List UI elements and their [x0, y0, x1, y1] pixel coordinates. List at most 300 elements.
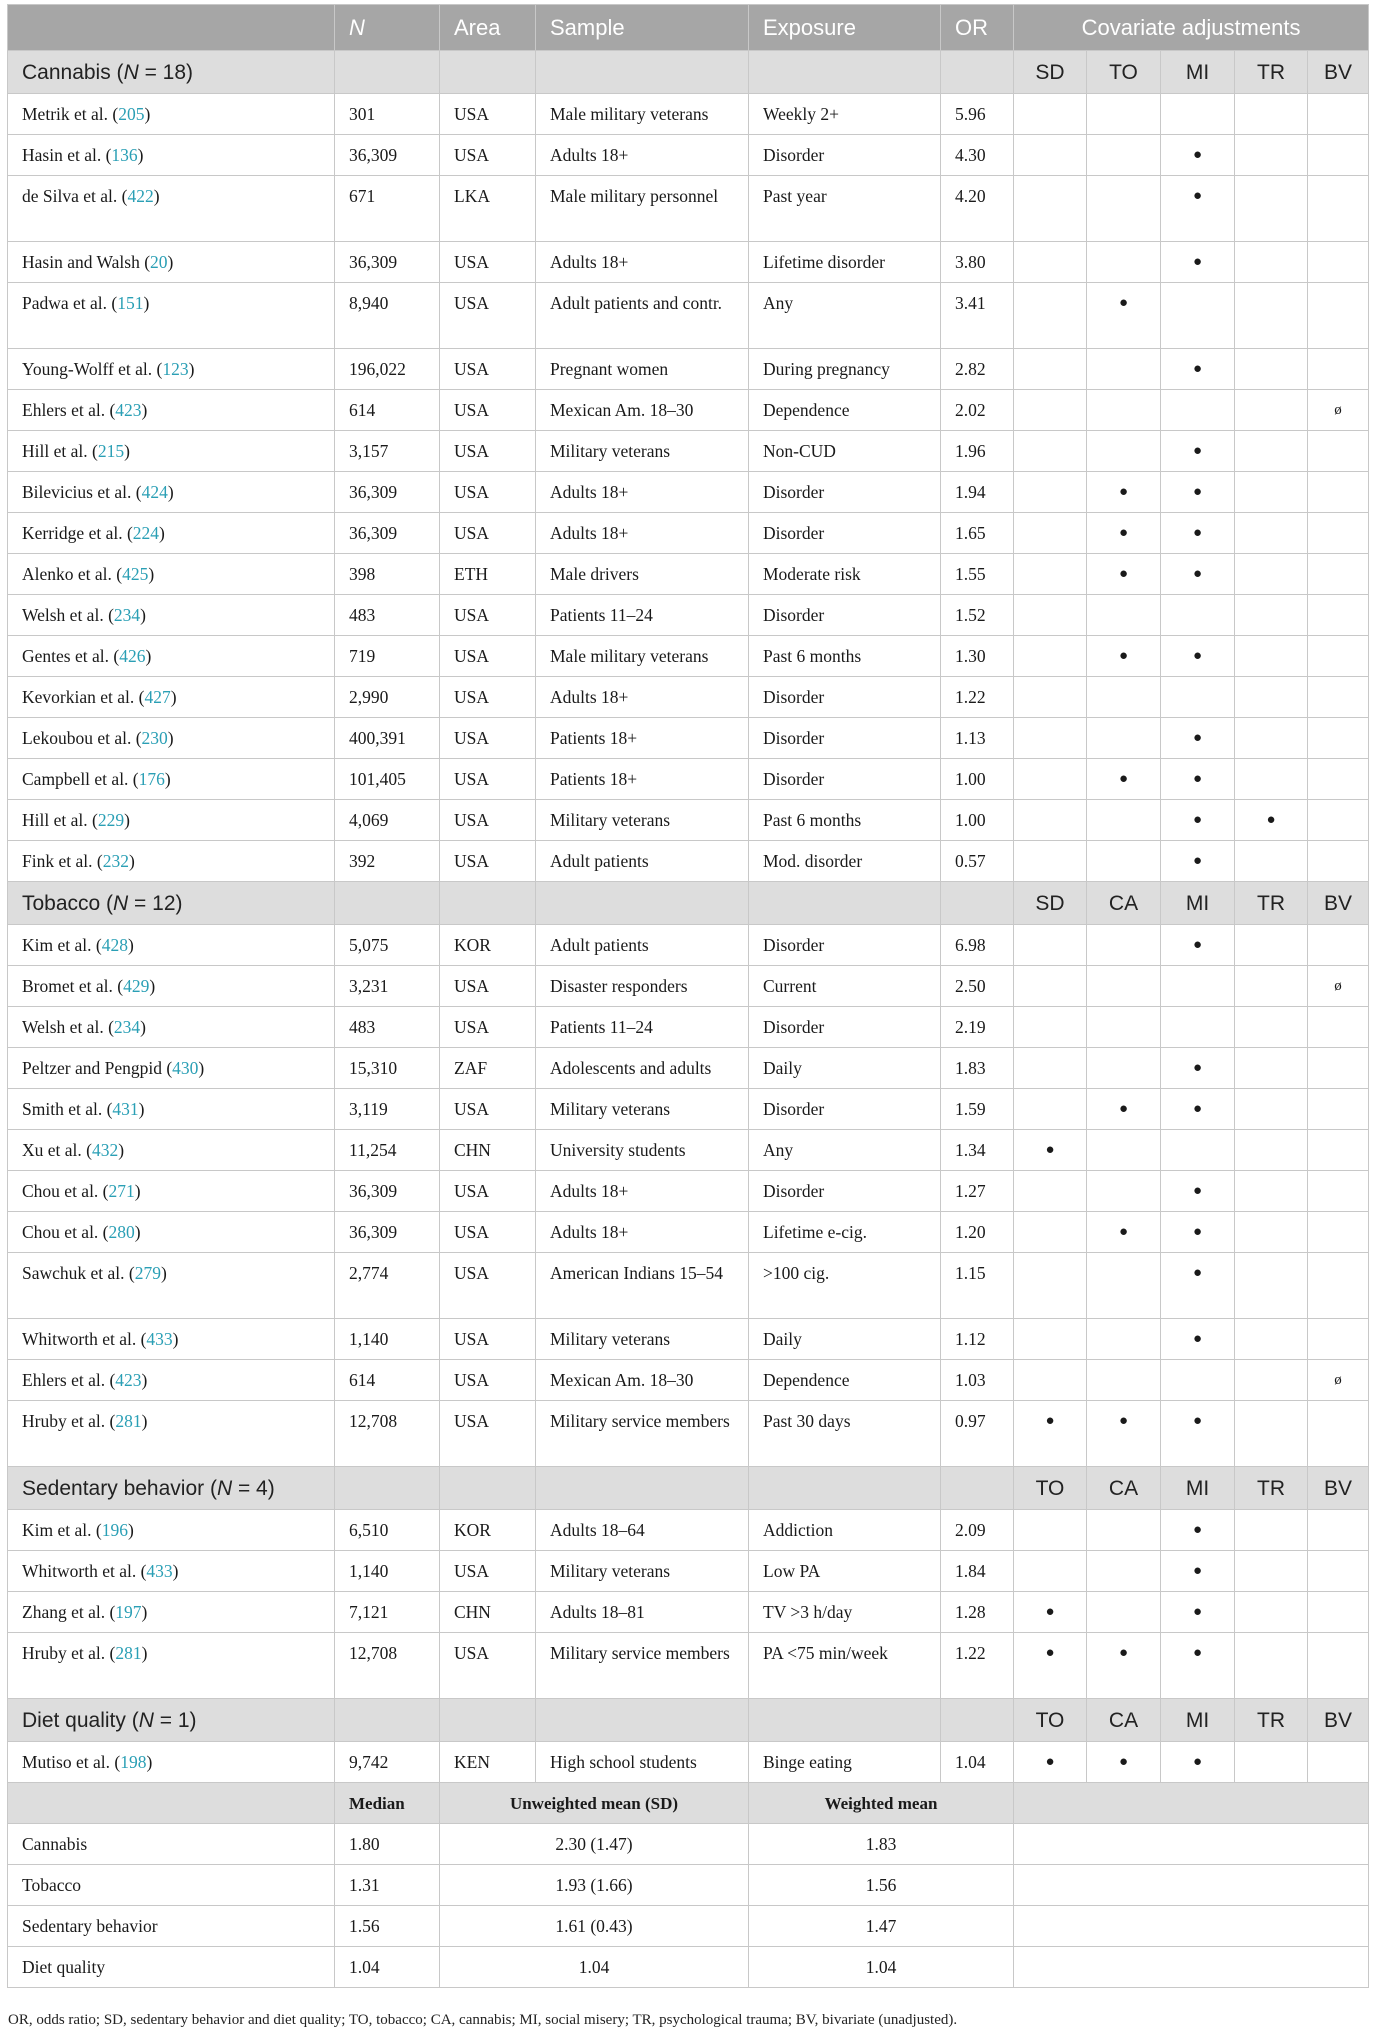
adjustment-marker	[1014, 1171, 1087, 1212]
study-author: Hill et al. (	[22, 441, 98, 461]
study-exposure: Disorder	[749, 595, 941, 636]
study-exposure: Mod. disorder	[749, 841, 941, 882]
adjustment-marker	[1308, 1089, 1369, 1130]
adjustment-marker	[1235, 636, 1308, 677]
adjustment-marker	[1087, 1171, 1161, 1212]
adjustment-marker	[1087, 135, 1161, 176]
study-n: 36,309	[335, 135, 440, 176]
section-header-row	[8, 1467, 1369, 1510]
study-or: 1.94	[941, 472, 1014, 513]
study-area: USA	[440, 800, 536, 841]
study-ref-link[interactable]: 425	[122, 564, 149, 584]
study-citation	[8, 472, 335, 513]
study-row	[8, 1510, 1369, 1551]
study-citation	[8, 283, 335, 349]
study-or: 1.15	[941, 1253, 1014, 1319]
adjustment-marker	[1308, 135, 1369, 176]
study-row	[8, 1592, 1369, 1633]
study-row	[8, 1551, 1369, 1592]
study-ref-link[interactable]: 232	[102, 851, 129, 871]
study-or: 1.03	[941, 1360, 1014, 1401]
study-citation	[8, 1360, 335, 1401]
study-exposure: Addiction	[749, 1510, 941, 1551]
study-ref-link[interactable]: 229	[97, 810, 125, 830]
study-or: 3.41	[941, 283, 1014, 349]
study-or: 2.19	[941, 1007, 1014, 1048]
study-author: Hruby et al. (	[22, 1411, 116, 1431]
study-area: USA	[440, 759, 536, 800]
study-author: Kim et al. (	[22, 935, 102, 955]
adjustment-marker	[1308, 94, 1369, 135]
study-n: 614	[335, 1360, 440, 1401]
study-ref-link[interactable]: 422	[127, 186, 154, 206]
summary-row	[8, 1865, 1369, 1906]
study-ref-link[interactable]: 423	[115, 400, 142, 420]
adjustment-marker	[1308, 1510, 1369, 1551]
citation-close-paren: )	[124, 441, 130, 461]
summary-weighted: 1.04	[749, 1947, 1014, 1988]
study-citation	[8, 1592, 335, 1633]
study-exposure: Disorder	[749, 759, 941, 800]
adjustment-marker	[1087, 390, 1161, 431]
study-n: 1,140	[335, 1551, 440, 1592]
adjustment-marker	[1235, 1007, 1308, 1048]
study-ref-link[interactable]: 279	[134, 1263, 161, 1283]
section-empty-cell	[335, 882, 440, 925]
adjustment-marker	[1308, 1007, 1369, 1048]
study-n: 12,708	[335, 1633, 440, 1699]
adjustment-marker	[1014, 677, 1087, 718]
study-citation	[8, 431, 335, 472]
adjustment-marker	[1087, 1360, 1161, 1401]
study-author: Hill et al. (	[22, 810, 98, 830]
study-citation	[8, 1253, 335, 1319]
study-ref-link[interactable]: 20	[150, 252, 168, 272]
adjustment-marker	[1308, 759, 1369, 800]
study-row	[8, 1401, 1369, 1467]
section-empty-cell	[536, 1467, 749, 1510]
study-ref-link[interactable]: 224	[132, 523, 160, 543]
study-or: 1.52	[941, 595, 1014, 636]
study-n: 483	[335, 1007, 440, 1048]
adjustment-marker	[1235, 1253, 1308, 1319]
study-ref-link[interactable]: 433	[146, 1329, 173, 1349]
study-author: Hruby et al. (	[22, 1643, 116, 1663]
study-exposure: Dependence	[749, 390, 941, 431]
study-or: 1.13	[941, 718, 1014, 759]
covariate-column-label: TO	[1014, 1699, 1087, 1742]
study-ref-link[interactable]: 430	[172, 1058, 199, 1078]
adjustment-marker	[1235, 349, 1308, 390]
adjustment-marker	[1087, 595, 1161, 636]
adjustment-marker	[1014, 94, 1087, 135]
study-n: 11,254	[335, 1130, 440, 1171]
adjustment-marker	[1087, 1253, 1161, 1319]
study-area: USA	[440, 1212, 536, 1253]
summary-weighted: 1.56	[749, 1865, 1014, 1906]
adjustment-marker: ●	[1161, 1592, 1235, 1633]
adjustment-marker	[1235, 242, 1308, 283]
citation-close-paren: )	[134, 1222, 141, 1242]
citation-close-paren: )	[153, 186, 160, 206]
section-empty-cell	[941, 1467, 1014, 1510]
adjustment-marker	[1087, 94, 1161, 135]
study-citation	[8, 554, 335, 595]
adjustment-marker	[1235, 677, 1308, 718]
adjustment-marker: ø	[1308, 1360, 1369, 1401]
study-or: 1.28	[941, 1592, 1014, 1633]
adjustment-marker	[1308, 1319, 1369, 1360]
study-ref-link[interactable]: 427	[144, 687, 171, 707]
citation-close-paren: )	[141, 1370, 148, 1390]
study-author: Campbell et al. (	[22, 769, 139, 789]
covariate-column-label: BV	[1308, 882, 1369, 925]
adjustment-marker	[1235, 176, 1308, 242]
table-header-row	[8, 5, 1369, 51]
study-row	[8, 472, 1369, 513]
study-ref-link[interactable]: 151	[117, 293, 144, 313]
summary-header-weighted: Weighted mean	[749, 1783, 1014, 1824]
study-author: Welsh et al. (	[22, 1017, 114, 1037]
study-area: USA	[440, 1007, 536, 1048]
study-ref-link[interactable]: 205	[118, 104, 145, 124]
study-sample: Male drivers	[536, 554, 749, 595]
study-n: 2,990	[335, 677, 440, 718]
study-row	[8, 1253, 1369, 1319]
adjustment-marker: ●	[1014, 1592, 1087, 1633]
citation-close-paren: )	[143, 293, 150, 313]
study-ref-link[interactable]: 176	[138, 769, 165, 789]
citation-close-paren: )	[124, 810, 130, 830]
adjustment-marker	[1161, 390, 1235, 431]
adjustment-marker: ●	[1235, 800, 1308, 841]
study-ref-link[interactable]: 432	[91, 1140, 119, 1160]
study-or: 1.59	[941, 1089, 1014, 1130]
study-sample: Male military veterans	[536, 636, 749, 677]
adjustment-marker	[1235, 472, 1308, 513]
study-ref-link[interactable]: 198	[120, 1752, 147, 1772]
study-exposure: Disorder	[749, 1171, 941, 1212]
summary-weighted: 1.83	[749, 1824, 1014, 1865]
adjustment-marker	[1308, 636, 1369, 677]
study-ref-link[interactable]: 423	[115, 1370, 142, 1390]
study-exposure: Past year	[749, 176, 941, 242]
citation-close-paren: )	[170, 687, 177, 707]
study-sample: Adult patients	[536, 925, 749, 966]
adjustment-marker: ●	[1161, 513, 1235, 554]
study-area: ETH	[440, 554, 536, 595]
study-or: 1.65	[941, 513, 1014, 554]
adjustment-marker: ●	[1087, 1742, 1161, 1783]
study-area: LKA	[440, 176, 536, 242]
study-sample: Military service members	[536, 1401, 749, 1467]
study-citation	[8, 1007, 335, 1048]
study-citation	[8, 1510, 335, 1551]
study-ref-link[interactable]: 281	[115, 1411, 142, 1431]
study-area: KOR	[440, 925, 536, 966]
study-row	[8, 1633, 1369, 1699]
section-title	[8, 1467, 335, 1510]
study-ref-link[interactable]: 230	[141, 728, 168, 748]
study-author: Sawchuk et al. (	[22, 1263, 135, 1283]
adjustment-marker: ●	[1161, 1401, 1235, 1467]
study-exposure: Binge eating	[749, 1742, 941, 1783]
citation-close-paren: )	[188, 359, 195, 379]
study-area: USA	[440, 966, 536, 1007]
study-sample: Military veterans	[536, 1551, 749, 1592]
adjustment-marker: ●	[1161, 759, 1235, 800]
study-sample: American Indians 15–54	[536, 1253, 749, 1319]
covariate-column-label: BV	[1308, 1467, 1369, 1510]
section-empty-cell	[440, 1467, 536, 1510]
adjustment-marker: ●	[1161, 1319, 1235, 1360]
adjustment-marker	[1014, 636, 1087, 677]
adjustment-marker	[1308, 554, 1369, 595]
adjustment-marker	[1014, 283, 1087, 349]
study-sample: Adults 18–81	[536, 1592, 749, 1633]
adjustment-marker	[1235, 1319, 1308, 1360]
section-empty-cell	[335, 1699, 440, 1742]
study-ref-link[interactable]: 123	[162, 359, 189, 379]
summary-label: Sedentary behavior	[8, 1906, 335, 1947]
covariate-column-label: BV	[1308, 51, 1369, 94]
adjustment-marker	[1087, 925, 1161, 966]
study-exposure: Disorder	[749, 135, 941, 176]
covariate-column-label: SD	[1014, 51, 1087, 94]
section-n-value: = 18)	[138, 60, 194, 84]
study-sample: Disaster responders	[536, 966, 749, 1007]
study-area: KOR	[440, 1510, 536, 1551]
study-n: 3,119	[335, 1089, 440, 1130]
study-author: Young-Wolff et al. (	[22, 359, 163, 379]
adjustment-marker	[1235, 1510, 1308, 1551]
study-or: 1.84	[941, 1551, 1014, 1592]
study-author: Mutiso et al. (	[22, 1752, 121, 1772]
adjustment-marker	[1014, 242, 1087, 283]
adjustment-marker	[1308, 283, 1369, 349]
adjustment-marker	[1308, 1171, 1369, 1212]
study-citation	[8, 513, 335, 554]
study-ref-link[interactable]: 197	[115, 1602, 142, 1622]
study-ref-link[interactable]: 234	[113, 1017, 141, 1037]
study-row	[8, 1742, 1369, 1783]
adjustment-marker	[1308, 1212, 1369, 1253]
adjustment-marker	[1161, 677, 1235, 718]
study-row	[8, 431, 1369, 472]
study-or: 2.82	[941, 349, 1014, 390]
study-exposure: Non-CUD	[749, 431, 941, 472]
covariate-column-label: MI	[1161, 882, 1235, 925]
study-n: 614	[335, 390, 440, 431]
study-sample: Military veterans	[536, 431, 749, 472]
study-ref-link[interactable]: 271	[108, 1181, 135, 1201]
study-n: 3,231	[335, 966, 440, 1007]
study-citation	[8, 135, 335, 176]
summary-label: Tobacco	[8, 1865, 335, 1906]
study-ref-link[interactable]: 428	[101, 935, 128, 955]
study-ref-link[interactable]: 280	[108, 1222, 135, 1242]
study-n: 483	[335, 595, 440, 636]
adjustment-marker	[1235, 554, 1308, 595]
study-area: KEN	[440, 1742, 536, 1783]
citation-close-paren: )	[167, 482, 174, 502]
study-ref-link[interactable]: 215	[97, 441, 125, 461]
summary-filler	[1014, 1947, 1369, 1988]
citation-close-paren: )	[146, 1752, 153, 1772]
adjustment-marker: ●	[1161, 431, 1235, 472]
study-area: USA	[440, 841, 536, 882]
study-exposure: Past 6 months	[749, 636, 941, 677]
adjustment-marker	[1087, 1007, 1161, 1048]
header-sample: Sample	[536, 5, 749, 51]
summary-weighted: 1.47	[749, 1906, 1014, 1947]
study-row	[8, 390, 1369, 431]
study-ref-link[interactable]: 429	[123, 976, 150, 996]
study-sample: Adult patients	[536, 841, 749, 882]
adjustment-marker	[1014, 966, 1087, 1007]
summary-row	[8, 1947, 1369, 1988]
citation-close-paren: )	[138, 1099, 145, 1119]
study-citation	[8, 176, 335, 242]
study-ref-link[interactable]: 136	[111, 145, 138, 165]
adjustment-marker	[1087, 1048, 1161, 1089]
study-or: 1.34	[941, 1130, 1014, 1171]
study-author: Kim et al. (	[22, 1520, 102, 1540]
study-exposure: PA <75 min/week	[749, 1633, 941, 1699]
adjustment-marker: ●	[1161, 925, 1235, 966]
section-title	[8, 1699, 335, 1742]
covariate-column-label: MI	[1161, 1699, 1235, 1742]
study-exposure: Any	[749, 1130, 941, 1171]
summary-header-filler	[1014, 1783, 1369, 1824]
adjustment-marker	[1308, 1633, 1369, 1699]
adjustment-marker: ●	[1161, 1551, 1235, 1592]
study-exposure: Lifetime e-cig.	[749, 1212, 941, 1253]
study-exposure: Disorder	[749, 1089, 941, 1130]
adjustment-marker	[1087, 176, 1161, 242]
study-citation	[8, 1048, 335, 1089]
adjustment-marker: ●	[1161, 800, 1235, 841]
study-or: 1.00	[941, 759, 1014, 800]
covariate-column-label: TR	[1235, 882, 1308, 925]
summary-median: 1.04	[335, 1947, 440, 1988]
study-n: 2,774	[335, 1253, 440, 1319]
study-exposure: Lifetime disorder	[749, 242, 941, 283]
study-or: 1.20	[941, 1212, 1014, 1253]
study-author: Zhang et al. (	[22, 1602, 116, 1622]
section-empty-cell	[440, 1699, 536, 1742]
study-ref-link[interactable]: 426	[119, 646, 146, 666]
study-row	[8, 595, 1369, 636]
study-citation	[8, 1171, 335, 1212]
study-author: Metrik et al. (	[22, 104, 119, 124]
study-author: Kerridge et al. (	[22, 523, 133, 543]
adjustment-marker: ●	[1161, 636, 1235, 677]
adjustment-marker	[1014, 759, 1087, 800]
citation-close-paren: )	[140, 605, 146, 625]
study-n: 196,022	[335, 349, 440, 390]
section-title	[8, 51, 335, 94]
study-ref-link[interactable]: 196	[101, 1520, 128, 1540]
study-sample: Adult patients and contr.	[536, 283, 749, 349]
adjustment-marker	[1235, 1171, 1308, 1212]
section-empty-cell	[749, 1467, 941, 1510]
study-or: 1.96	[941, 431, 1014, 472]
covariate-column-label: TR	[1235, 1467, 1308, 1510]
section-n-value: = 12)	[128, 891, 183, 915]
adjustment-marker: ●	[1161, 841, 1235, 882]
adjustment-marker: ●	[1014, 1633, 1087, 1699]
study-or: 2.02	[941, 390, 1014, 431]
covariate-column-label: TO	[1087, 51, 1161, 94]
study-row	[8, 966, 1369, 1007]
section-title-text: Cannabis (	[22, 60, 124, 84]
study-ref-link[interactable]: 234	[113, 605, 141, 625]
adjustment-marker	[1308, 841, 1369, 882]
study-n: 6,510	[335, 1510, 440, 1551]
citation-close-paren: )	[141, 1411, 148, 1431]
study-ref-link[interactable]: 433	[146, 1561, 173, 1581]
citation-close-paren: )	[140, 1017, 146, 1037]
study-row	[8, 636, 1369, 677]
adjustment-marker	[1161, 1130, 1235, 1171]
section-n-label: N	[138, 1708, 154, 1732]
section-empty-cell	[941, 51, 1014, 94]
study-n: 36,309	[335, 242, 440, 283]
study-author: Padwa et al. (	[22, 293, 118, 313]
study-or: 1.12	[941, 1319, 1014, 1360]
adjustment-marker: ●	[1014, 1130, 1087, 1171]
study-area: USA	[440, 636, 536, 677]
adjustment-marker	[1161, 1360, 1235, 1401]
adjustment-marker	[1087, 841, 1161, 882]
study-citation	[8, 94, 335, 135]
study-ref-link[interactable]: 424	[141, 482, 168, 502]
study-or: 0.97	[941, 1401, 1014, 1467]
study-n: 398	[335, 554, 440, 595]
adjustment-marker	[1087, 718, 1161, 759]
section-empty-cell	[941, 882, 1014, 925]
study-or: 1.55	[941, 554, 1014, 595]
adjustment-marker: ●	[1087, 283, 1161, 349]
study-sample: Male military veterans	[536, 94, 749, 135]
study-n: 101,405	[335, 759, 440, 800]
adjustment-marker	[1014, 1551, 1087, 1592]
study-n: 719	[335, 636, 440, 677]
study-area: USA	[440, 1319, 536, 1360]
study-exposure: Weekly 2+	[749, 94, 941, 135]
adjustment-marker	[1235, 1048, 1308, 1089]
study-ref-link[interactable]: 431	[112, 1099, 139, 1119]
section-empty-cell	[749, 51, 941, 94]
adjustment-marker	[1235, 759, 1308, 800]
study-n: 36,309	[335, 513, 440, 554]
adjustment-marker	[1308, 431, 1369, 472]
study-author: de Silva et al. (	[22, 186, 128, 206]
study-area: ZAF	[440, 1048, 536, 1089]
adjustment-marker	[1235, 94, 1308, 135]
study-ref-link[interactable]: 281	[115, 1643, 142, 1663]
study-author: Hasin et al. (	[22, 145, 112, 165]
summary-label: Cannabis	[8, 1824, 335, 1865]
section-n-value: = 1)	[153, 1708, 197, 1732]
adjustment-marker	[1014, 1253, 1087, 1319]
study-sample: Male military personnel	[536, 176, 749, 242]
adjustment-marker	[1161, 1007, 1235, 1048]
adjustment-marker	[1308, 925, 1369, 966]
study-citation	[8, 718, 335, 759]
section-empty-cell	[941, 1699, 1014, 1742]
